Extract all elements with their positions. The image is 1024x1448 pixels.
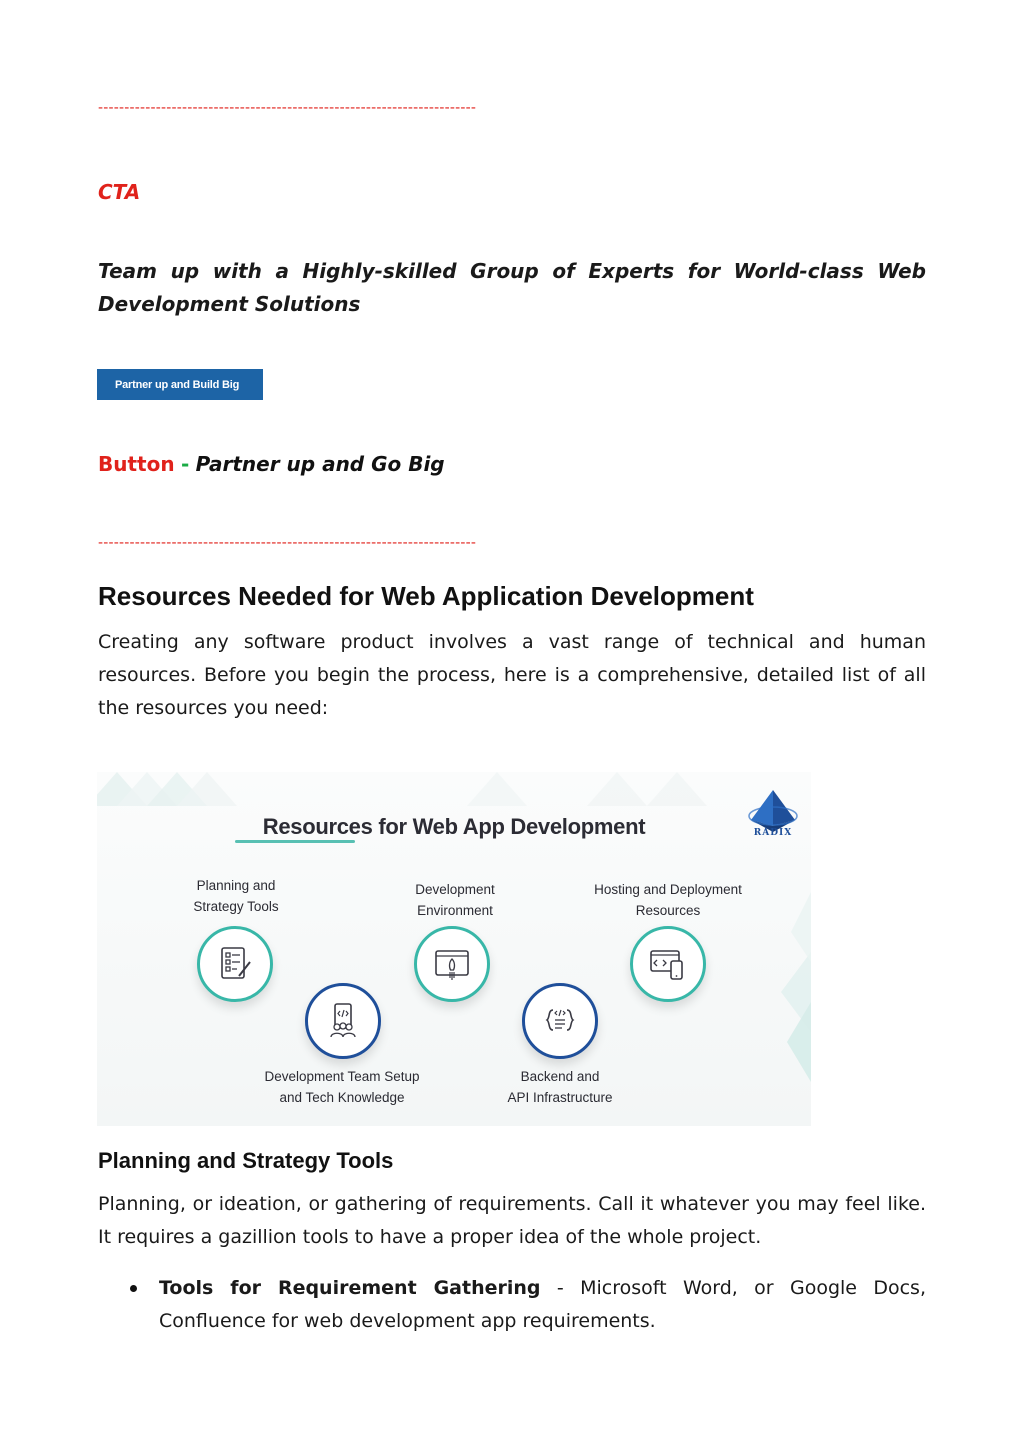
button-caption-line [98,452,445,476]
planning-title: Planning and Strategy Tools [98,1148,394,1173]
infographic-title [97,814,811,840]
devices-icon [648,944,688,984]
code-document-icon [540,1001,580,1041]
partner-up-button[interactable]: Partner up and Build Big [97,369,263,400]
bullet-text: - Microsoft Word, or Google Docs, Confluence for web development app requirements. [159,1277,926,1332]
node-backend [522,983,598,1059]
caption-dev-team-line1: Development Team Setup [264,1069,420,1084]
caption-planning [136,875,336,917]
planning-intro: Planning, or ideation, or gathering of requirements. Call it whatever you may feel like. It requires a gazillion tools to have a proper idea of the whole project. [98,1193,926,1248]
caption-backend [460,1066,660,1108]
section-title: Resources Needed for Web Application Development [98,581,754,611]
button-caption-dash: - [180,452,190,476]
radix-logo-text: RADIX [753,828,793,838]
caption-hosting-line1: Hosting and Deployment [594,882,742,897]
rocket-window-icon [432,944,472,984]
caption-backend-line1: Backend and [520,1069,600,1084]
list-item [98,1272,926,1338]
node-hosting [630,926,706,1002]
caption-dev-environment-line2: Environment [417,903,493,918]
cta-heading: Team up with a Highly-skilled Group of Experts for World-class Web Development Solutions [98,259,926,316]
caption-dev-team [242,1066,442,1108]
node-dev-team [305,983,381,1059]
divider-top: ------------------------------------------------------------------------ [98,100,477,116]
caption-dev-environment-line1: Development [415,882,495,897]
caption-hosting [568,879,768,921]
button-caption-text: Partner up and Go Big [195,452,445,476]
caption-planning-line2: Strategy Tools [193,899,279,914]
team-icon [323,1001,363,1041]
title-underline [235,840,355,843]
caption-hosting-line2: Resources [635,903,701,918]
bullet-dot-icon [130,1285,137,1292]
infographic-title-text: Resources for Web App Development [262,814,646,839]
cta-label: CTA [98,180,141,204]
bullet-bold: Tools for Requirement Gathering [159,1277,541,1299]
section-intro: Creating any software product involves a vast range of technical and human resources. Before you begin the process, here is a comprehensive, detailed list of all the resources you need: [98,631,926,719]
caption-planning-line1: Planning and [196,878,276,893]
resources-infographic [97,772,811,1126]
caption-backend-line2: API Infrastructure [507,1090,613,1105]
caption-dev-environment [355,879,555,921]
divider-bottom: ------------------------------------------------------------------------ [98,535,477,551]
node-planning [197,926,273,1002]
checklist-icon [215,944,255,984]
node-dev-environment [414,926,490,1002]
planning-bullet-list [98,1272,926,1338]
button-caption-label: Button [98,452,175,476]
caption-dev-team-line2: and Tech Knowledge [279,1090,405,1105]
